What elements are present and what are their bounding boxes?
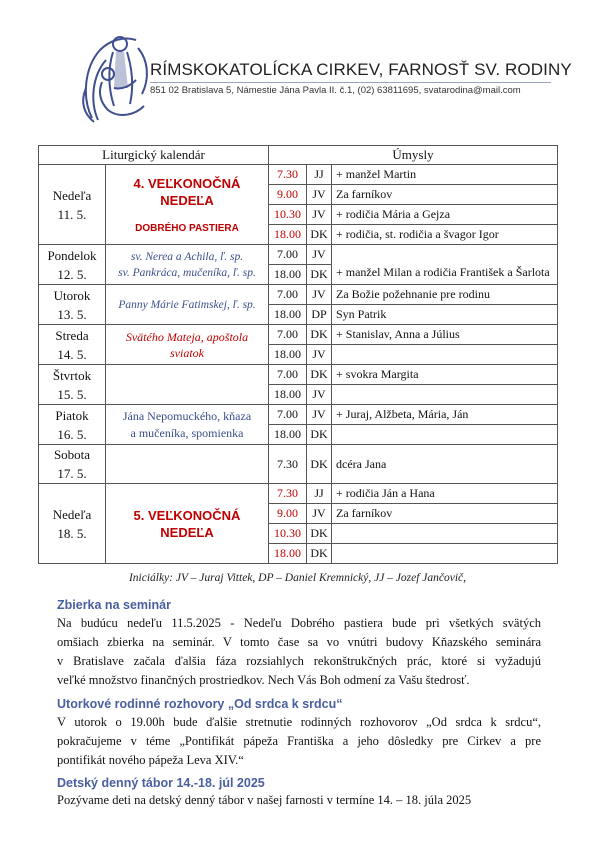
mass-minister: JJ — [307, 165, 332, 185]
text-line: veľké množstvo finančných prostriedkov. Nech Vás Boh odmení za Vašu štedrosť. — [57, 673, 470, 687]
feast-cell — [106, 445, 269, 484]
day-date: 12. 5. — [57, 266, 87, 282]
mass-intention: + rodičia Mária a Gejza — [332, 205, 558, 225]
day-name: Sobota — [53, 447, 91, 462]
day-date: 15. 5. — [57, 386, 87, 402]
text-line: Na budúcu nedeľu 11.5.2025 - Nedeľu Dobrého pastiera bude pri všetkých svätých — [57, 616, 541, 630]
page-header — [0, 0, 595, 135]
mass-time: 18.00 — [269, 305, 307, 325]
mass-time: 18.00 — [269, 265, 307, 285]
mass-intention: + Stanislav, Anna a Július — [332, 325, 558, 345]
day-name: Nedeľa — [52, 506, 92, 522]
mass-minister: JV — [307, 385, 332, 405]
mass-intention: dcéra Jana — [332, 445, 558, 484]
feast-line: sviatok — [170, 345, 204, 360]
liturgical-calendar-table — [38, 145, 558, 564]
text-line: V utorok o 19.00h bude ďalšie stretnutie rodinných rozhovorov „Od srdca k srdcu“, — [57, 715, 541, 729]
day-name: Nedeľa — [52, 187, 92, 203]
text-line: v Bratislave začala ďalšia fáza rozsiahlych rekonštrukčných prác, ktoré si vyžadujú — [57, 654, 541, 668]
mass-minister: DK — [307, 325, 332, 345]
section-title-seminar-collection: Zbierka na seminár — [57, 598, 171, 612]
mass-minister: JJ — [307, 484, 332, 504]
initials-legend: Iniciálky: JV – Juraj Vittek, DP – Daniel Kremnický, JJ – Jozef Jančovič, — [128, 572, 467, 584]
mass-minister: JV — [307, 345, 332, 365]
mass-minister: JV — [307, 205, 332, 225]
feast-line: Svätého Mateja, apoštola — [125, 329, 249, 344]
intentions-heading: Úmysly — [269, 146, 558, 165]
mass-time: 7.00 — [269, 285, 307, 305]
mass-time: 10.30 — [269, 524, 307, 544]
mass-time: 7.30 — [269, 445, 307, 484]
feast-line: a mučeníka, spomienka — [130, 425, 244, 440]
mass-time: 18.00 — [269, 544, 307, 564]
mass-minister: DK — [307, 544, 332, 564]
feast-cell — [106, 285, 269, 325]
feast-line: sv. Pankráca, mučeníka, ľ. sp. — [118, 266, 256, 279]
parish-address: 851 02 Bratislava 5, Námestie Jána Pavla II. č.1, (02) 63811695, svatarodina@mail.com — [150, 85, 521, 96]
mass-time: 18.00 — [269, 345, 307, 365]
day-cell — [39, 285, 106, 325]
mass-intention — [332, 345, 558, 365]
day-name: Streda — [55, 327, 89, 343]
feast-cell — [106, 365, 269, 405]
table-row — [39, 245, 558, 265]
mass-minister: JV — [307, 504, 332, 524]
text-line: omšiach zbierka na seminár. V tomto čase sa vo vnútri budovy Kňazského seminára — [57, 635, 541, 649]
mass-intention: Syn Patrik — [332, 305, 558, 325]
section-title-family-talks: Utorkové rodinné rozhovory „Od srdca k srdcu“ — [57, 697, 343, 711]
mass-minister: DK — [307, 265, 332, 285]
mass-time: 7.00 — [269, 405, 307, 425]
feast-cell — [106, 165, 269, 245]
mass-time: 7.30 — [269, 484, 307, 504]
text-line: pontifikát nového pápeža Leva XIV.“ — [57, 753, 244, 767]
feast-cell — [106, 245, 269, 285]
mass-time: 7.00 — [269, 365, 307, 385]
mass-time: 10.30 — [269, 205, 307, 225]
day-cell — [39, 445, 106, 484]
mass-intention: + Juraj, Alžbeta, Mária, Ján — [332, 405, 558, 425]
mass-intention: Za farníkov — [332, 185, 558, 205]
mass-time: 7.00 — [269, 325, 307, 345]
text-line: pokračujeme v téme „Pontifikát pápeža Františka a jeho dôsledky pre Cirkev a pre — [57, 734, 541, 748]
table-row — [39, 165, 558, 185]
mass-intention — [332, 544, 558, 564]
mass-intention: Za Božie požehnanie pre rodinu — [332, 285, 558, 305]
day-cell — [39, 245, 106, 285]
mass-intention: + manžel Martin — [332, 165, 558, 185]
mass-time: 9.00 — [269, 504, 307, 524]
day-name: Utorok — [53, 287, 91, 303]
mass-time: 18.00 — [269, 225, 307, 245]
mass-minister: DK — [307, 225, 332, 245]
day-cell — [39, 365, 106, 405]
day-cell — [39, 325, 106, 365]
section-text-seminar-collection — [57, 614, 541, 690]
day-cell — [39, 484, 106, 564]
table-row — [39, 325, 558, 345]
section-text-family-talks — [57, 713, 541, 770]
mass-time: 7.00 — [269, 245, 307, 265]
mass-intention: + svokra Margita — [332, 365, 558, 385]
section-title-day-camp: Detský denný tábor 14.-18. júl 2025 — [57, 776, 265, 790]
mass-intention: + manžel Milan a rodičia František a Šarlota — [332, 245, 558, 285]
table-row — [39, 405, 558, 425]
mass-intention — [332, 524, 558, 544]
table-row — [39, 484, 558, 504]
mass-minister: JV — [307, 405, 332, 425]
day-date: 17. 5. — [57, 466, 87, 481]
feast-title: 4. VEĽKONOČNÁ NEDEĽA — [133, 176, 241, 208]
mass-intention — [332, 385, 558, 405]
mass-minister: DK — [307, 524, 332, 544]
feast-cell — [106, 325, 269, 365]
day-date: 14. 5. — [57, 346, 87, 362]
mass-time: 18.00 — [269, 385, 307, 405]
calendar-header-row — [39, 146, 558, 165]
section-text-day-camp — [57, 791, 541, 810]
day-cell — [39, 165, 106, 245]
feast-line: sv. Nerea a Achila, ľ. sp. — [130, 250, 244, 263]
table-row — [39, 365, 558, 385]
table-row — [39, 445, 558, 484]
day-name: Piatok — [55, 407, 89, 423]
text-line: Pozývame deti na detský denný tábor v našej farnosti v termíne 14. – 18. júla 2025 — [57, 793, 472, 807]
mass-intention — [332, 425, 558, 445]
holy-family-logo-icon — [78, 28, 154, 126]
table-row — [39, 285, 558, 305]
mass-intention: + rodičia Ján a Hana — [332, 484, 558, 504]
day-date: 16. 5. — [57, 426, 87, 442]
mass-intention: Za farníkov — [332, 504, 558, 524]
mass-minister: DP — [307, 305, 332, 325]
day-name: Štvrtok — [52, 367, 92, 383]
day-date: 18. 5. — [57, 525, 87, 541]
header-divider — [150, 82, 551, 83]
parish-name: RÍMSKOKATOLÍCKA CIRKEV, FARNOSŤ SV. RODINY — [150, 60, 572, 79]
mass-minister: JV — [307, 245, 332, 265]
feast-line: Panny Márie Fatimskej, ľ. sp. — [118, 298, 256, 311]
mass-minister: DK — [307, 445, 332, 484]
day-date: 13. 5. — [57, 306, 87, 322]
mass-minister: DK — [307, 365, 332, 385]
feast-cell — [106, 484, 269, 564]
mass-minister: JV — [307, 185, 332, 205]
feast-cell — [106, 405, 269, 445]
feast-line: Jána Nepomuckého, kňaza — [122, 408, 252, 423]
liturgical-calendar-heading: Liturgický kalendár — [39, 146, 269, 165]
day-name: Pondelok — [47, 247, 97, 263]
feast-title: 5. VEĽKONOČNÁ NEDEĽA — [133, 507, 241, 540]
feast-subtitle: DOBRÉHO PASTIERA — [135, 223, 239, 234]
mass-intention: + rodičia, st. rodičia a švagor Igor — [332, 225, 558, 245]
mass-time: 18.00 — [269, 425, 307, 445]
mass-minister: DK — [307, 425, 332, 445]
day-date: 11. 5. — [57, 206, 87, 222]
mass-minister: JV — [307, 285, 332, 305]
day-cell — [39, 405, 106, 445]
mass-time: 7.30 — [269, 165, 307, 185]
mass-time: 9.00 — [269, 185, 307, 205]
